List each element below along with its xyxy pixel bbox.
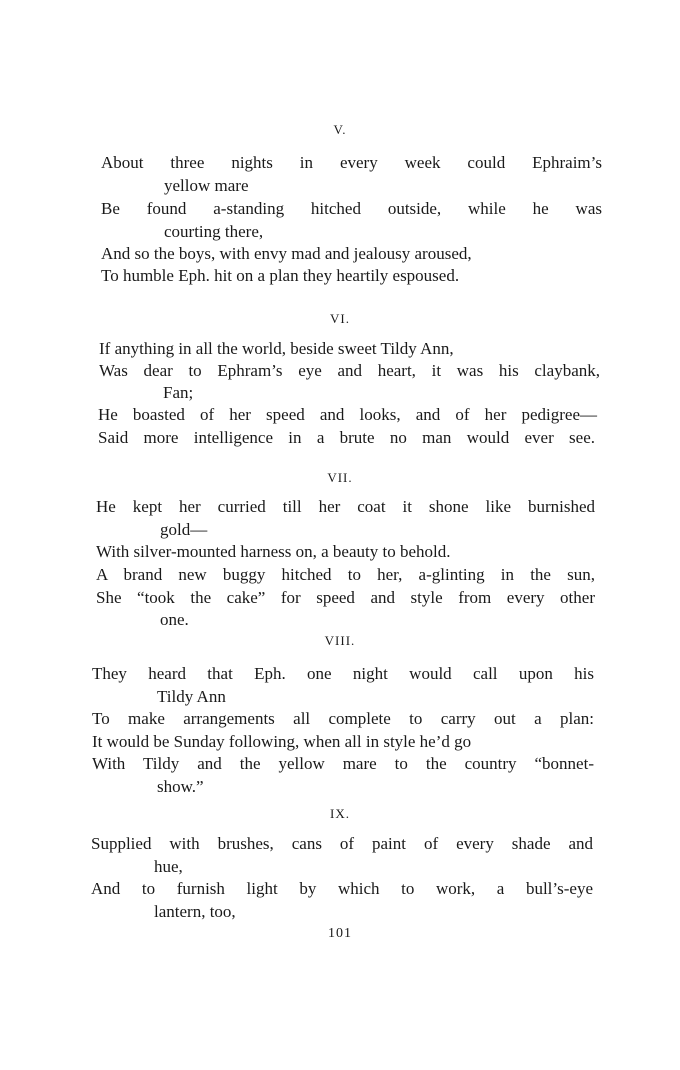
poem-line: With Tildy and the yellow mare to the country “bonnet-	[92, 754, 594, 773]
poem-line-continuation: yellow mare	[164, 176, 249, 195]
poem-line: Said more intelligence in a brute no man would ever see.	[98, 428, 595, 447]
poem-line: Be found a-standing hitched outside, while he was	[101, 199, 602, 218]
poem-line: She “took the cake” for speed and style from every other	[96, 588, 595, 607]
poem-line: If anything in all the world, beside sweet Tildy Ann,	[99, 339, 454, 358]
poem-line: It would be Sunday following, when all in style he’d go	[92, 732, 472, 751]
stanza-number: V.	[333, 122, 347, 137]
poem-line: With silver-mounted harness on, a beauty to behold.	[96, 542, 451, 561]
poem-line: And so the boys, with envy mad and jealousy aroused,	[101, 244, 472, 263]
poem-line: About three nights in every week could Ephraim’s	[101, 153, 602, 172]
poem-line: A brand new buggy hitched to her, a-glinting in the sun,	[96, 565, 595, 584]
stanza-number: IX.	[330, 806, 350, 821]
poem-line: Was dear to Ephram’s eye and heart, it was his claybank,	[99, 361, 600, 380]
poem-line-continuation: Fan;	[163, 383, 194, 402]
poem-line-continuation: hue,	[154, 857, 183, 876]
poem-line: He kept her curried till her coat it shone like burnished	[96, 497, 595, 516]
stanza-number: VII.	[327, 470, 353, 485]
stanza-number: VIII.	[324, 633, 356, 648]
stanza-number: VI.	[330, 311, 350, 326]
poem-line-continuation: show.”	[157, 777, 204, 796]
poem-line-continuation: gold—	[160, 520, 208, 539]
poem-line: They heard that Eph. one night would call upon his	[92, 664, 594, 683]
poem-line: Supplied with brushes, cans of paint of every shade and	[91, 834, 593, 853]
poem-line-continuation: lantern, too,	[154, 902, 236, 921]
poem-line: To humble Eph. hit on a plan they heartily espoused.	[101, 266, 460, 285]
page-number: 101	[328, 926, 352, 941]
poem-line: To make arrangements all complete to carry out a plan:	[92, 709, 594, 728]
poem-line-continuation: Tildy Ann	[157, 687, 226, 706]
poem-line-continuation: courting there,	[164, 222, 264, 241]
poem-line-continuation: one.	[160, 610, 189, 629]
poem-line: And to furnish light by which to work, a bull’s-eye	[91, 879, 593, 898]
poem-line: He boasted of her speed and looks, and of her pedigree—	[98, 405, 597, 424]
